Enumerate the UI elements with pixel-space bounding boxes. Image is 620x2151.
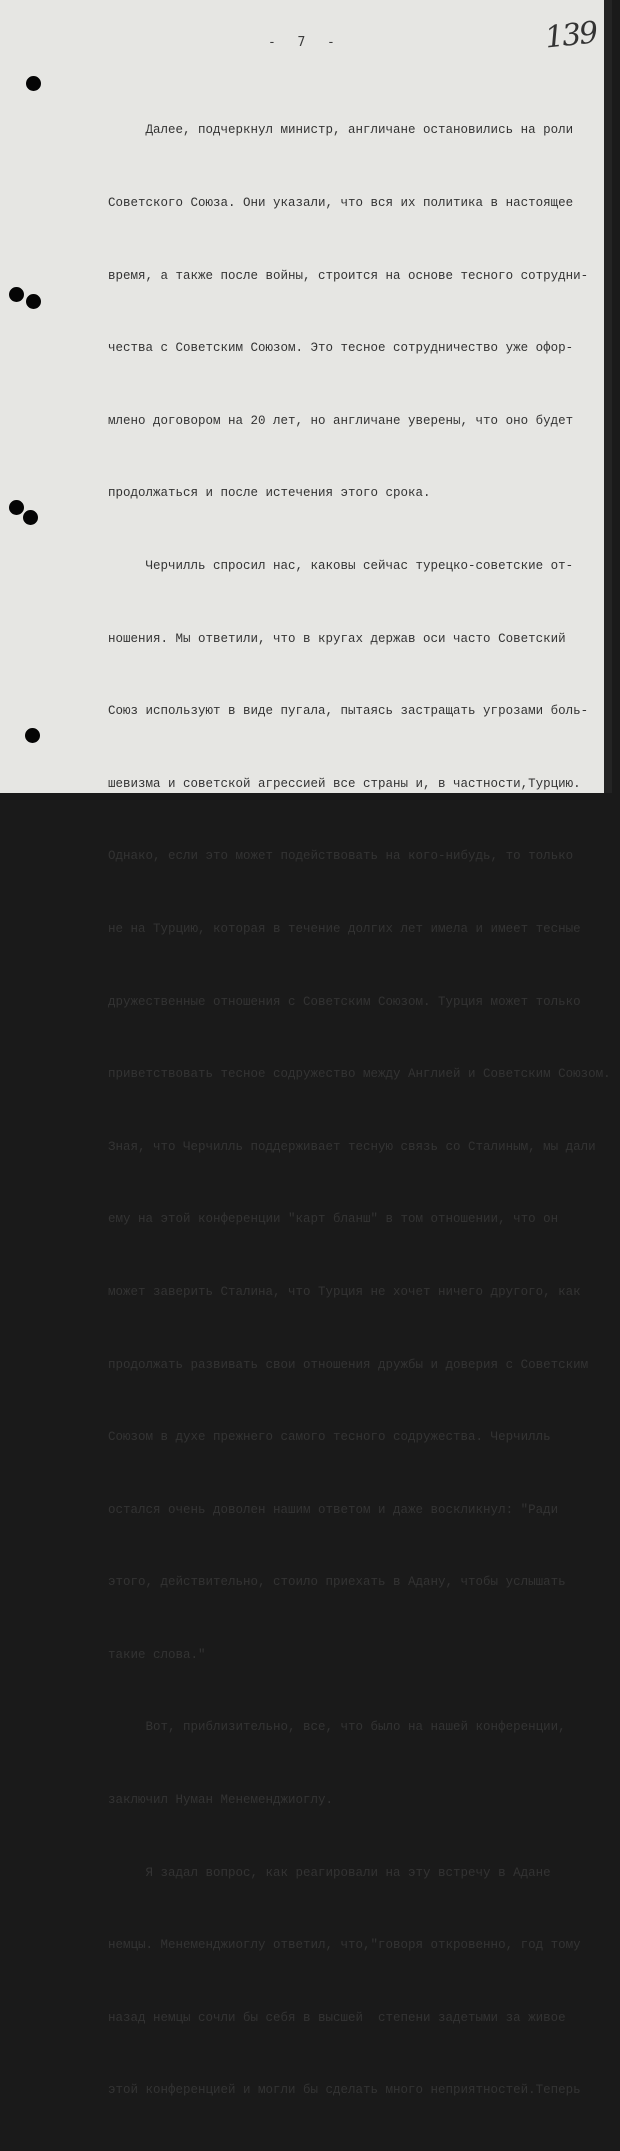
text-line: такие слова."	[108, 1647, 206, 1662]
text-line: Далее, подчеркнул министр, англичане остановились на роли	[108, 123, 574, 138]
punch-hole	[26, 294, 41, 309]
text-line: немцы. Менеменджиоглу ответил, что,"говоря откровенно, год тому	[108, 1938, 581, 1953]
text-line: назад немцы сочли бы себя в высшей степени задетыми за живое	[108, 2010, 566, 2025]
text-line: Я задал вопрос, как реагировали на эту встречу в Адане	[108, 1865, 551, 1880]
text-line: этой конференцией и могли бы сделать много неприятностей.Теперь	[108, 2083, 581, 2098]
text-line: Союз используют в виде пугала, пытаясь застращать угрозами боль-	[108, 704, 589, 719]
text-line: дружественные отношения с Советским Союзом. Турция может только	[108, 994, 581, 1009]
text-line: Союзом в духе прежнего самого тесного содружества. Черчилль	[108, 1430, 551, 1445]
punch-hole	[9, 500, 24, 515]
text-line: Вот, приблизительно, все, что было на нашей конференции,	[108, 1720, 566, 1735]
text-line: остался очень доволен нашим ответом и даже воскликнул: "Ради	[108, 1502, 559, 1517]
text-line: ему на этой конференции "карт бланш" в том отношении, что он	[108, 1212, 559, 1227]
text-line: Однако, если это может подействовать на кого-нибудь, то только	[108, 849, 574, 864]
archive-folio-mark: 139	[543, 15, 598, 56]
text-line: Черчилль спросил нас, каковы сейчас турецко-советские от-	[108, 558, 574, 573]
text-line: приветствовать тесное содружество между Англией и Советским Союзом.	[108, 1067, 611, 1082]
text-line: может заверить Сталина, что Турция не хочет ничего другого, как	[108, 1284, 581, 1299]
text-line: чества с Советским Союзом. Это тесное сотрудничество уже офор-	[108, 341, 574, 356]
text-line: этого, действительно, стоило приехать в Адану, чтобы услышать	[108, 1575, 566, 1590]
page-number: - 7 -	[268, 35, 337, 50]
text-line: ношения. Мы ответили, что в кругах держав оси часто Советский	[108, 631, 566, 646]
document-body	[108, 70, 611, 2151]
text-line: Зная, что Черчилль поддерживает тесную связь со Сталиным, мы дали	[108, 1139, 596, 1154]
text-line: продолжать развивать свои отношения дружбы и доверия с Советским	[108, 1357, 589, 1372]
punch-hole	[25, 728, 40, 743]
text-line: Советского Союза. Они указали, что вся их политика в настоящее	[108, 196, 574, 210]
text-line: заключил Нуман Менеменджиоглу.	[108, 1793, 334, 1808]
punch-hole	[9, 287, 24, 302]
text-line: шевизма и советской агрессией все страны и, в частности,Турцию.	[108, 776, 581, 791]
punch-hole	[26, 76, 41, 91]
punch-hole	[23, 510, 38, 525]
text-line: не на Турцию, которая в течение долгих лет имела и имеет тесные	[108, 921, 581, 936]
text-line: продолжаться и после истечения этого срока.	[108, 486, 431, 501]
text-line: млено договором на 20 лет, но англичане уверены, что оно будет	[108, 413, 574, 428]
text-line: время, а также после войны, строится на основе тесного сотрудни-	[108, 268, 589, 283]
